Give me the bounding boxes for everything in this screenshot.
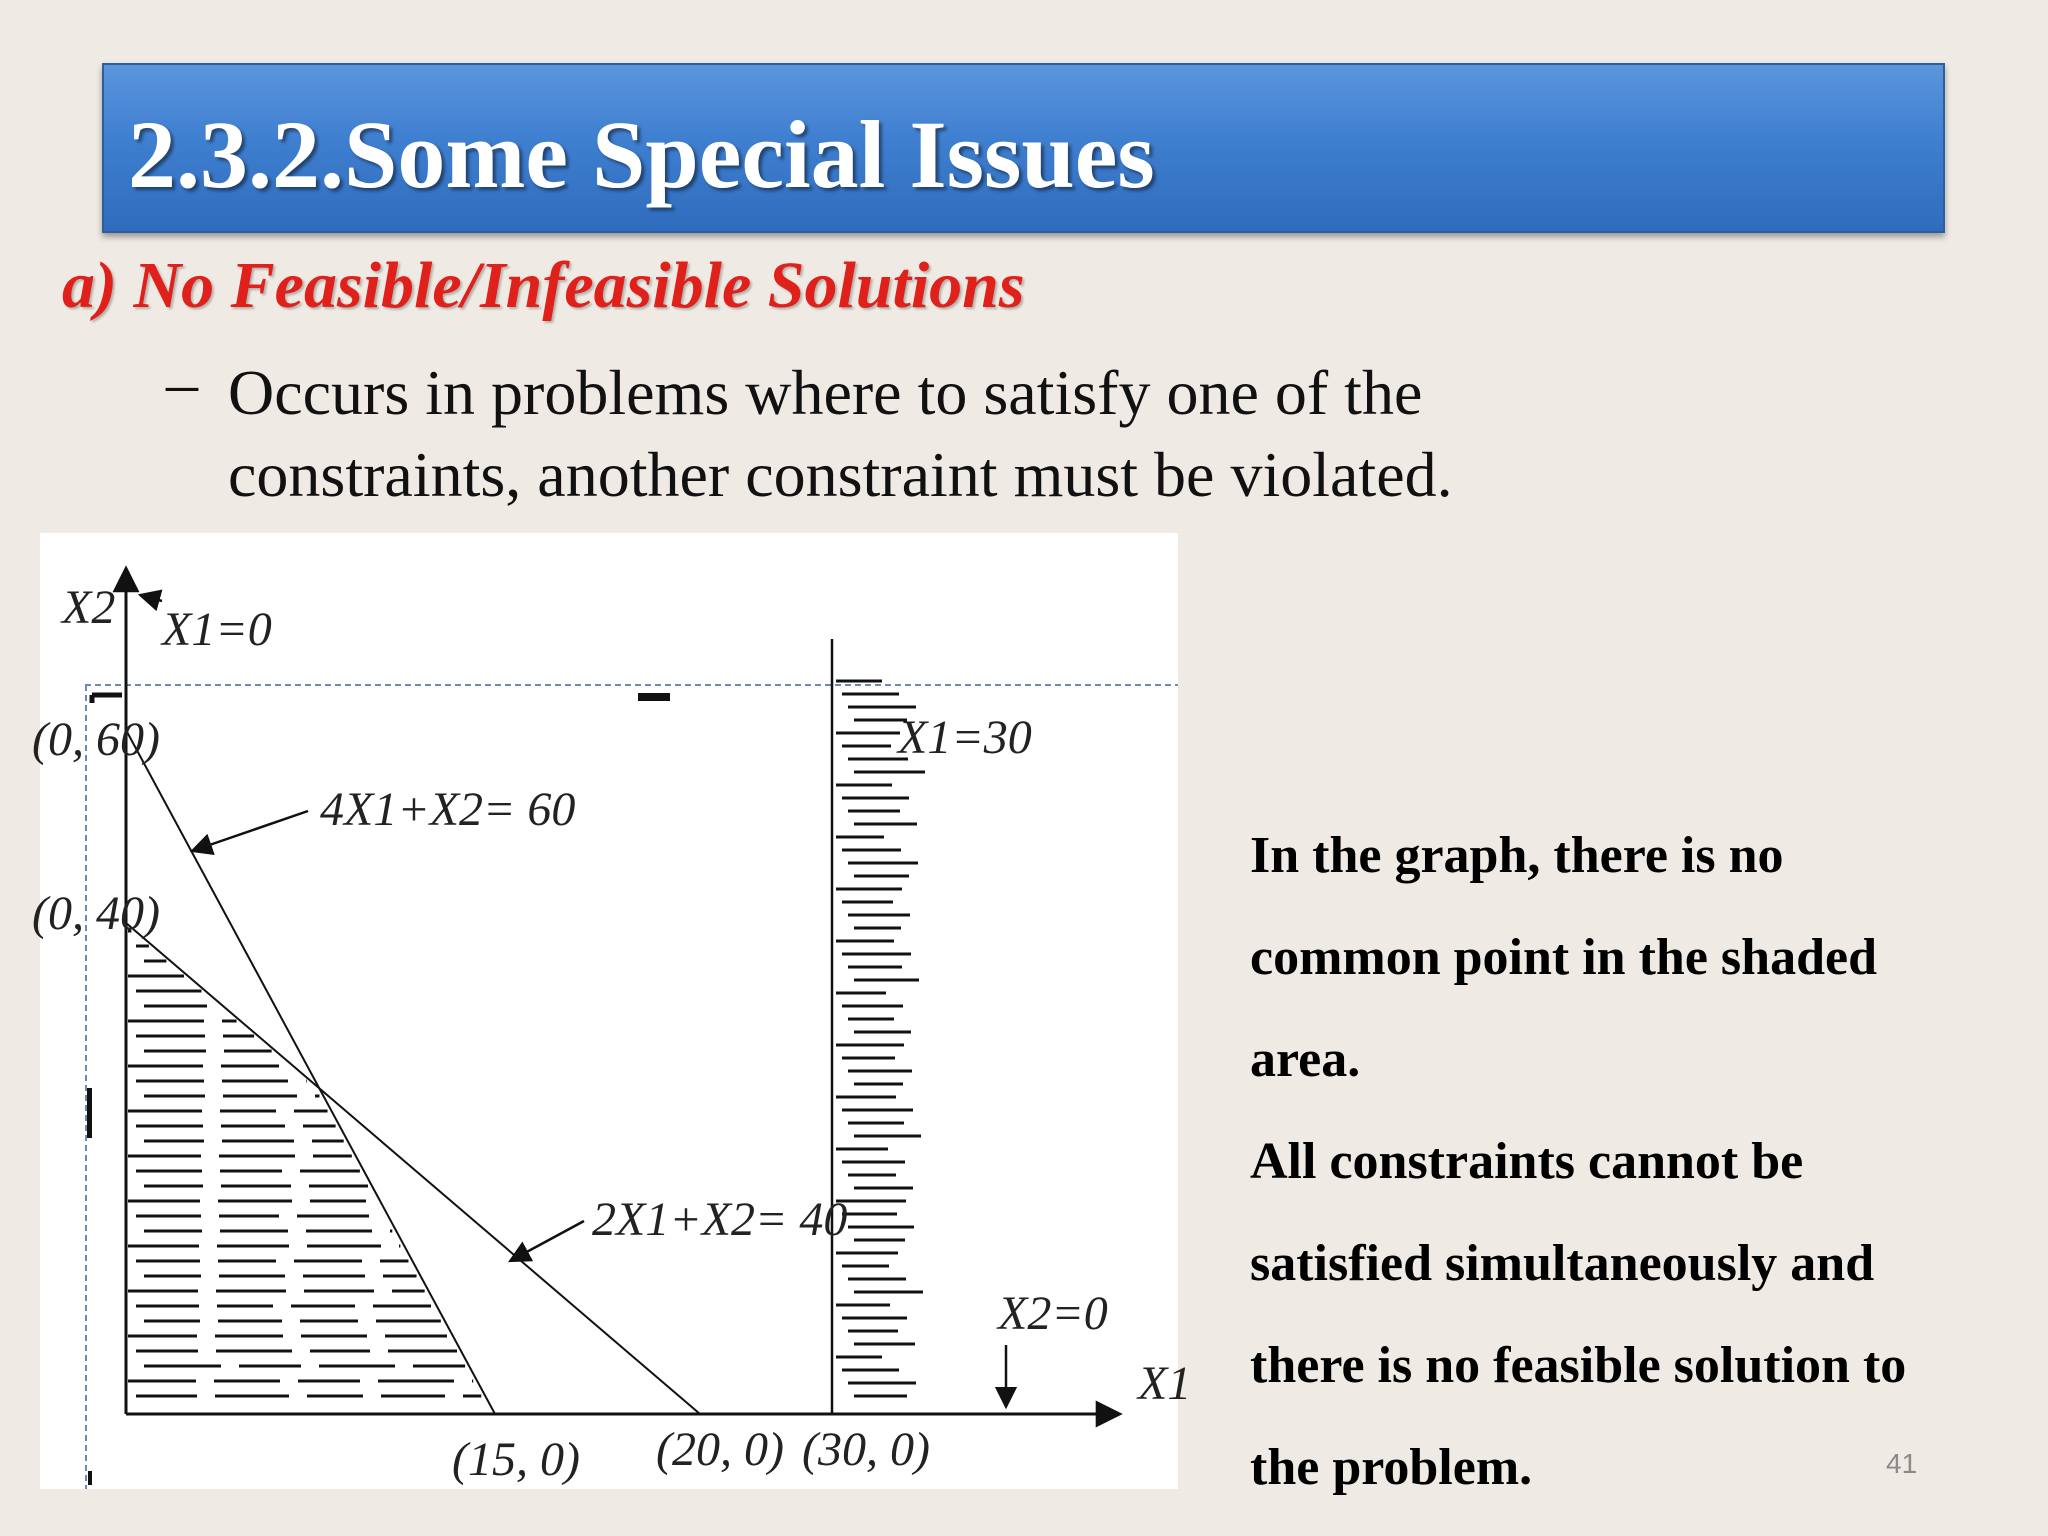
constraint-2-label: 2X1+X2= 40	[592, 1193, 848, 1246]
shaded-region-below-constraints	[128, 931, 481, 1396]
explanation-line: satisfied simultaneously and	[1250, 1235, 1875, 1292]
explanation-line: common point in the shaded	[1250, 929, 1877, 986]
stray-corner-mark	[92, 695, 122, 703]
point-0-60-label: (0, 60)	[32, 713, 160, 766]
arrow-x1-zero	[140, 595, 162, 601]
arrow-to-constraint-1	[192, 811, 308, 851]
infeasible-region-graph	[32, 533, 1192, 1489]
x-axis-label: X1	[1138, 1357, 1192, 1410]
bullet-text: Occurs in problems where to satisfy one of the constraints, another constraint must be violated.	[228, 357, 1453, 510]
y-axis-label: X2	[62, 581, 116, 634]
explanation-line: the problem.	[1250, 1439, 1533, 1496]
point-0-40-label: (0, 40)	[32, 887, 160, 940]
bullet-dash: –	[166, 347, 198, 418]
section-subtitle: a) No Feasible/Infeasible Solutions	[62, 249, 1025, 322]
arrow-to-constraint-2	[510, 1221, 584, 1261]
page-number: 41	[1886, 1448, 1918, 1479]
constraint-line-2x1-x2-40	[126, 923, 700, 1414]
title-bar	[102, 63, 1945, 233]
explanation-line: there is no feasible solution to	[1250, 1337, 1907, 1394]
point-30-0-label: (30, 0)	[802, 1423, 930, 1476]
constraint-1-label: 4X1+X2= 60	[320, 783, 576, 836]
x1-30-label: X1=30	[898, 711, 1032, 764]
point-15-0-label: (15, 0)	[452, 1433, 580, 1486]
point-20-0-label: (20, 0)	[656, 1423, 784, 1476]
explanation-text	[1250, 805, 2020, 1519]
explanation-line: In the graph, there is no	[1250, 827, 1784, 884]
slide-title: 2.3.2.Some Special Issues	[128, 101, 1155, 208]
x1-zero-label: X1=0	[162, 603, 272, 656]
explanation-line: All constraints cannot be	[1250, 1133, 1804, 1190]
stray-mark-bottom	[88, 1471, 92, 1485]
explanation-line: area.	[1250, 1031, 1361, 1088]
shaded-region-right-of-x1-30	[836, 681, 925, 1396]
x2-zero-label: X2=0	[998, 1287, 1108, 1340]
stray-mark-left	[87, 1088, 92, 1138]
stray-mark-top	[638, 693, 670, 701]
